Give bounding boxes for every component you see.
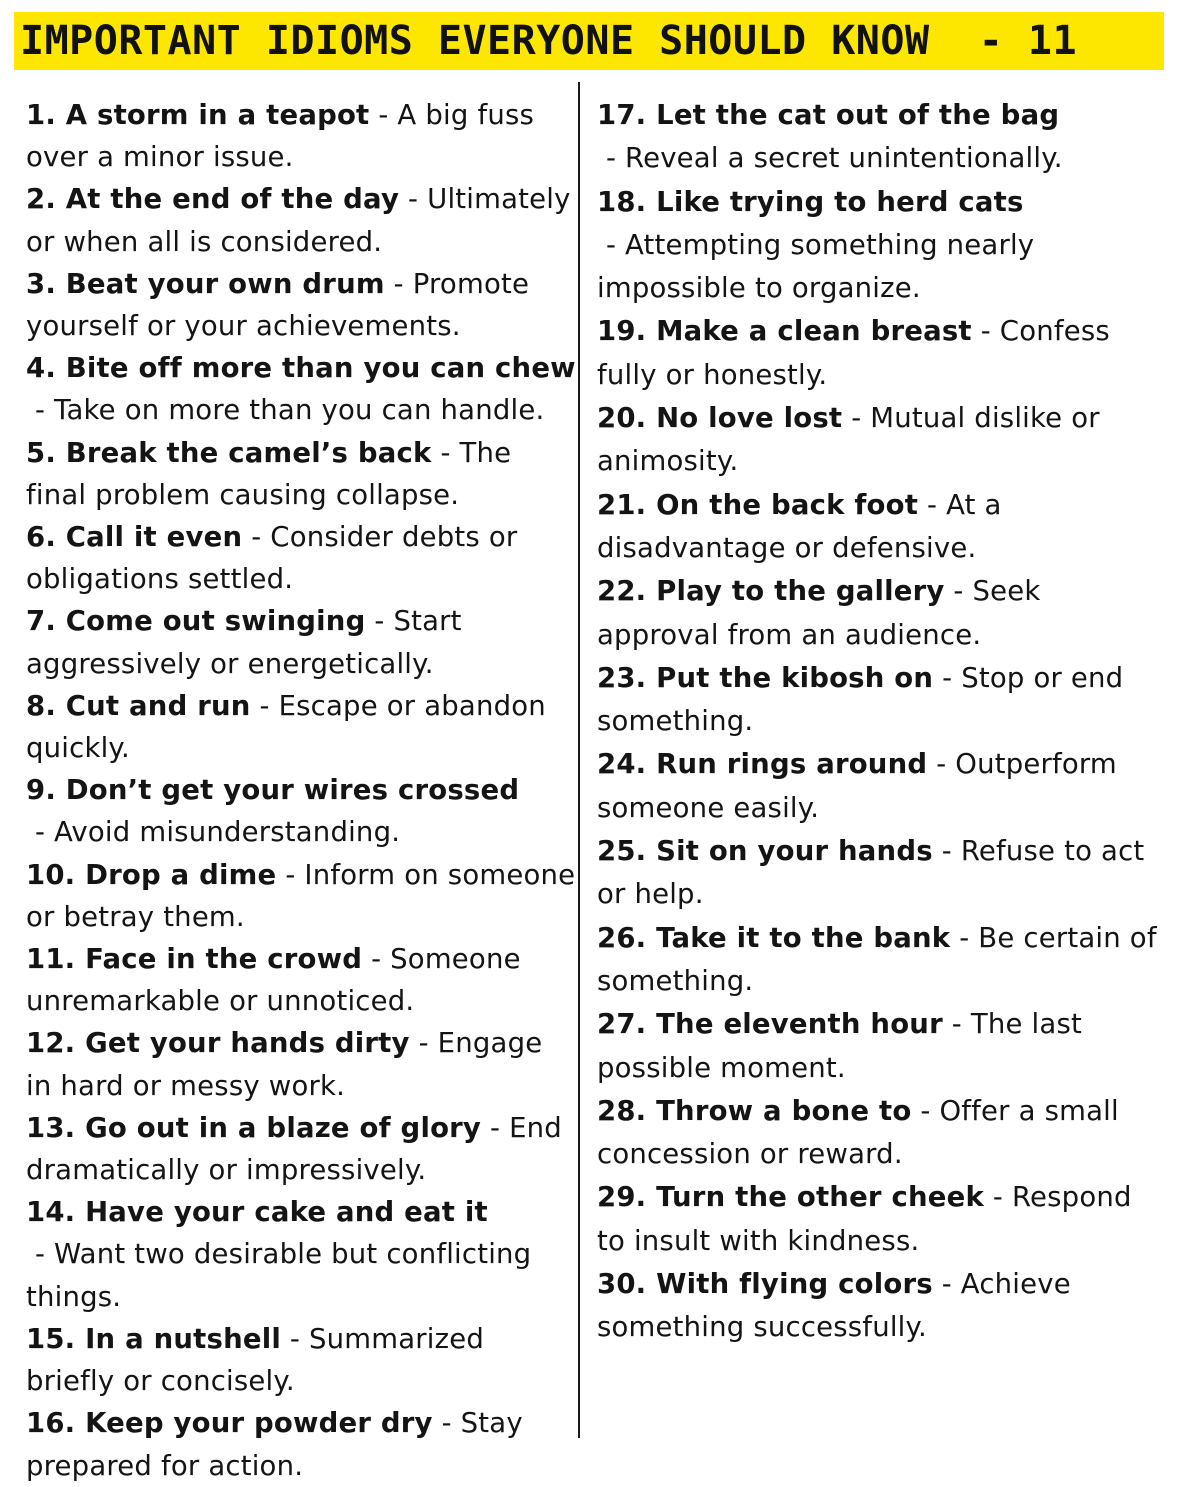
idiom-term: 21. On the back foot — [597, 488, 919, 521]
idiom-meaning: Ultimately or when all is considered. — [26, 183, 571, 258]
idiom-term: 4. Bite off more than you can chew — [26, 352, 576, 385]
idiom-separator: - — [933, 661, 962, 694]
idiom-separator: - — [431, 436, 460, 469]
idiom-meaning: Respond to insult with kindness. — [597, 1181, 1132, 1257]
idiom-entry — [26, 432, 576, 516]
idiom-list-left — [26, 94, 576, 1487]
idiom-meaning: At a disadvantage or defensive. — [597, 488, 1002, 564]
idiom-entry — [26, 1107, 576, 1191]
idiom-term: 22. Play to the gallery — [597, 575, 945, 608]
idiom-term: 1. A storm in a teapot — [26, 99, 370, 131]
idiom-entry — [597, 1003, 1167, 1090]
idiom-separator: - — [26, 1238, 55, 1271]
idiom-term: 14. Have your cake and eat it — [26, 1196, 488, 1229]
idiom-meaning: Avoid misunderstanding. — [54, 816, 401, 849]
idiom-term: 28. Throw a bone to — [597, 1094, 912, 1127]
idiom-entry — [597, 830, 1167, 917]
idiom-separator: - — [950, 921, 979, 954]
idiom-term: 7. Come out swinging — [26, 605, 366, 638]
idiom-term: 9. Don’t get your wires crossed — [26, 774, 520, 807]
idiom-entry — [597, 657, 1167, 744]
idiom-entry — [597, 1176, 1167, 1263]
idiom-term: 2. At the end of the day — [26, 183, 400, 216]
idiom-term: 6. Call it even — [26, 521, 243, 554]
idiom-entry — [597, 1090, 1167, 1177]
idiom-term: 29. Turn the other cheek — [597, 1181, 984, 1214]
idiom-separator: - — [842, 402, 871, 435]
idiom-separator: - — [944, 575, 973, 608]
idiom-separator: - — [983, 1181, 1012, 1214]
idiom-entry — [26, 263, 576, 347]
idiom-separator: - — [26, 394, 55, 427]
idiom-meaning: Reveal a secret unintentionally. — [625, 142, 1063, 175]
idiom-term: 5. Break the camel’s back — [26, 436, 432, 469]
idiom-entry — [26, 1318, 576, 1402]
idiom-separator: - — [384, 267, 413, 300]
idiom-term: 19. Make a clean breast — [597, 315, 972, 348]
idiom-meaning: Take on more than you can handle. — [54, 394, 545, 427]
idiom-term: 3. Beat your own drum — [26, 267, 385, 300]
idiom-meaning: Attempting something nearly impossible to organize. — [597, 228, 1035, 305]
idiom-meaning: The last possible moment. — [597, 1008, 1082, 1084]
idiom-term: 13. Go out in a blaze of glory — [26, 1111, 482, 1144]
idiom-separator: - — [276, 858, 305, 891]
page-title: IMPORTANT IDIOMS EVERYONE SHOULD KNOW - 11 — [20, 18, 1078, 64]
idiom-entry — [26, 1402, 576, 1486]
idiom-separator: - — [481, 1111, 510, 1144]
idiom-entry — [26, 769, 576, 853]
idiom-entry — [26, 600, 576, 684]
idiom-meaning: Consider debts or obligations settled. — [26, 521, 518, 596]
idiom-separator: - — [362, 943, 391, 976]
idiom-entry — [597, 917, 1167, 1004]
idiom-separator: - — [242, 521, 271, 554]
idiom-separator: - — [932, 835, 961, 868]
idiom-term: 15. In a nutshell — [26, 1322, 281, 1355]
idiom-meaning: Confess fully or honestly. — [597, 315, 1110, 391]
idiom-entry — [597, 1263, 1167, 1350]
idiom-list-right — [597, 94, 1167, 1350]
idiom-entry — [26, 1191, 576, 1318]
idiom-meaning: Promote yourself or your achievements. — [26, 267, 530, 343]
idiom-meaning: Be certain of something. — [597, 921, 1157, 997]
idiom-separator: - — [932, 1268, 961, 1301]
idiom-term: 17. Let the cat out of the bag — [597, 99, 1060, 131]
idiom-entry — [597, 310, 1167, 397]
idiom-meaning: Escape or abandon quickly. — [26, 689, 546, 765]
idiom-entry — [597, 484, 1167, 571]
idiom-term: 30. With flying colors — [597, 1268, 933, 1301]
idiom-meaning: Stop or end something. — [597, 661, 1124, 738]
idiom-meaning: Want two desirable but conflicting things. — [26, 1238, 532, 1313]
idiom-separator: - — [971, 315, 1000, 348]
idiom-meaning: Engage in hard or messy work. — [26, 1027, 543, 1102]
idiom-term: 8. Cut and run — [26, 689, 251, 722]
idiom-separator: - — [399, 183, 428, 216]
idiom-entry — [597, 397, 1167, 484]
idiom-entry — [597, 181, 1167, 311]
idiom-separator: - — [369, 99, 398, 131]
idiom-term: 12. Get your hands dirty — [26, 1027, 410, 1060]
idiom-term: 24. Run rings around — [597, 748, 928, 781]
column-divider — [578, 82, 580, 1438]
idiom-entry — [26, 516, 576, 600]
idiom-meaning: Inform on someone or betray them. — [26, 858, 576, 933]
idiom-meaning: Seek approval from an audience. — [597, 575, 1041, 651]
idiom-meaning: Someone unremarkable or unnoticed. — [26, 943, 521, 1018]
idiom-separator: - — [918, 488, 947, 521]
idiom-term: 25. Sit on your hands — [597, 835, 933, 868]
idiom-separator: - — [432, 1407, 461, 1440]
idiom-term: 26. Take it to the bank — [597, 921, 951, 954]
idiom-meaning: A big fuss over a minor issue. — [26, 99, 535, 174]
idiom-meaning: Outperform someone easily. — [597, 748, 1117, 824]
idiom-meaning: Mutual dislike or animosity. — [597, 402, 1100, 478]
idiom-meaning: Refuse to act or help. — [597, 835, 1145, 911]
idiom-meaning: Stay prepared for action. — [26, 1407, 523, 1482]
idiom-entry — [26, 178, 576, 262]
idiom-separator: - — [365, 605, 394, 638]
idiom-meaning: Summarized briefly or concisely. — [26, 1322, 485, 1398]
idiom-separator: - — [250, 689, 279, 722]
idiom-meaning: Achieve something successfully. — [597, 1268, 1071, 1344]
idiom-meaning: End dramatically or impressively. — [26, 1111, 562, 1187]
idiom-separator: - — [927, 748, 956, 781]
idiom-separator: - — [597, 228, 626, 261]
idiom-term: 18. Like trying to herd cats — [597, 185, 1024, 218]
idiom-separator: - — [911, 1094, 940, 1127]
idiom-entry — [597, 94, 1167, 181]
idiom-term: 10. Drop a dime — [26, 858, 277, 891]
idiom-entry — [26, 685, 576, 769]
idiom-term: 20. No love lost — [597, 402, 843, 435]
idiom-separator: - — [26, 816, 55, 849]
idiom-meaning: Start aggressively or energetically. — [26, 605, 462, 680]
idiom-separator: - — [942, 1008, 971, 1041]
idiom-separator: - — [280, 1322, 309, 1355]
idiom-term: 23. Put the kibosh on — [597, 661, 934, 694]
idiom-meaning: The final problem causing collapse. — [26, 436, 512, 511]
idiom-separator: - — [409, 1027, 438, 1060]
idiom-term: 11. Face in the crowd — [26, 943, 363, 976]
idiom-term: 27. The eleventh hour — [597, 1008, 943, 1041]
idiom-entry — [26, 854, 576, 938]
idiom-entry — [26, 94, 576, 178]
idiom-entry — [26, 1022, 576, 1106]
idiom-separator: - — [597, 142, 626, 175]
idiom-entry — [26, 347, 576, 431]
idiom-entry — [597, 570, 1167, 657]
idiom-meaning: Offer a small concession or reward. — [597, 1094, 1119, 1171]
idiom-entry — [26, 938, 576, 1022]
idiom-term: 16. Keep your powder dry — [26, 1407, 433, 1440]
idiom-entry — [597, 743, 1167, 830]
